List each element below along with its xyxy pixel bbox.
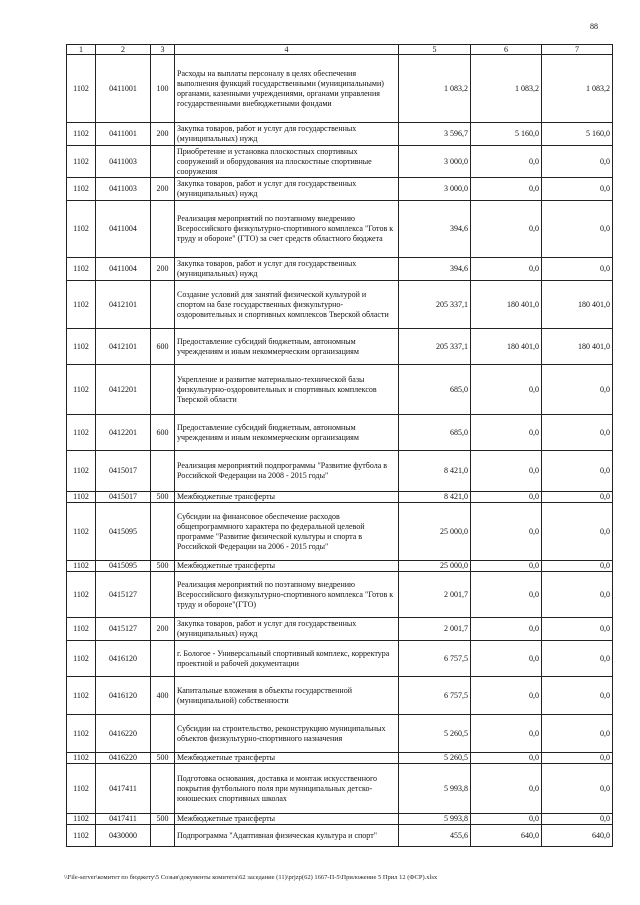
amount-col5-cell: 2 001,7 xyxy=(399,618,471,641)
header-cell: 7 xyxy=(542,45,613,55)
amount-col6-cell: 0,0 xyxy=(471,764,542,814)
item-name-cell: Межбюджетные трансферты xyxy=(175,561,399,572)
table-row xyxy=(67,329,613,365)
amount-col6-cell: 0,0 xyxy=(471,258,542,281)
table-row xyxy=(67,753,613,764)
article-code-cell: 0411003 xyxy=(96,146,151,178)
table-row xyxy=(67,178,613,201)
amount-col5-cell: 6 757,5 xyxy=(399,641,471,677)
article-code-cell: 0415095 xyxy=(96,503,151,561)
amount-col5-cell: 5 993,8 xyxy=(399,764,471,814)
article-code-cell: 0411004 xyxy=(96,201,151,258)
item-name-cell: Межбюджетные трансферты xyxy=(175,492,399,503)
amount-col7-cell: 0,0 xyxy=(542,365,613,415)
table-row xyxy=(67,561,613,572)
table-row xyxy=(67,365,613,415)
amount-col6-cell: 0,0 xyxy=(471,715,542,753)
amount-col6-cell: 0,0 xyxy=(471,492,542,503)
section-code-cell: 1102 xyxy=(67,281,96,329)
amount-col5-cell: 685,0 xyxy=(399,415,471,451)
article-code-cell: 0416120 xyxy=(96,641,151,677)
item-name-cell: г. Бологое - Универсальный спортивный комплекс, корректура проектной и рабочей документации xyxy=(175,641,399,677)
amount-col6-cell: 0,0 xyxy=(471,572,542,618)
item-name-cell: Подготовка основания, доставка и монтаж искусственного покрытия футбольного поля при муниципальных детско-юношеских спортивных школах xyxy=(175,764,399,814)
table-row xyxy=(67,641,613,677)
table-row xyxy=(67,492,613,503)
amount-col6-cell: 0,0 xyxy=(471,753,542,764)
item-name-cell: Закупка товаров, работ и услуг для государственных (муниципальных) нужд xyxy=(175,178,399,201)
page-number: 88 xyxy=(590,22,598,31)
section-code-cell: 1102 xyxy=(67,329,96,365)
item-name-cell: Предоставление субсидий бюджетным, автономным учреждениям и иным некоммерческим организациям xyxy=(175,329,399,365)
item-name-cell: Межбюджетные трансферты xyxy=(175,753,399,764)
table-row xyxy=(67,201,613,258)
item-name-cell: Подпрограмма "Адаптивная физическая культура и спорт" xyxy=(175,825,399,847)
article-code-cell: 0411004 xyxy=(96,258,151,281)
amount-col6-cell: 0,0 xyxy=(471,146,542,178)
amount-col7-cell: 0,0 xyxy=(542,146,613,178)
article-code-cell: 0412201 xyxy=(96,365,151,415)
header-row xyxy=(67,45,613,55)
section-code-cell: 1102 xyxy=(67,753,96,764)
amount-col7-cell: 0,0 xyxy=(542,618,613,641)
amount-col5-cell: 1 083,2 xyxy=(399,55,471,123)
expense-type-cell xyxy=(151,281,175,329)
amount-col5-cell: 8 421,0 xyxy=(399,451,471,492)
expense-type-cell xyxy=(151,825,175,847)
section-code-cell: 1102 xyxy=(67,677,96,715)
amount-col6-cell: 5 160,0 xyxy=(471,123,542,146)
item-name-cell: Межбюджетные трансферты xyxy=(175,814,399,825)
header-cell: 6 xyxy=(471,45,542,55)
amount-col6-cell: 180 401,0 xyxy=(471,281,542,329)
expense-type-cell: 200 xyxy=(151,123,175,146)
amount-col7-cell: 0,0 xyxy=(542,492,613,503)
amount-col6-cell: 0,0 xyxy=(471,201,542,258)
expense-type-cell: 500 xyxy=(151,753,175,764)
amount-col7-cell: 180 401,0 xyxy=(542,281,613,329)
amount-col5-cell: 205 337,1 xyxy=(399,329,471,365)
table-row xyxy=(67,764,613,814)
header-cell: 1 xyxy=(67,45,96,55)
amount-col7-cell: 0,0 xyxy=(542,715,613,753)
expense-type-cell: 500 xyxy=(151,492,175,503)
amount-col5-cell: 3 000,0 xyxy=(399,146,471,178)
amount-col5-cell: 685,0 xyxy=(399,365,471,415)
amount-col6-cell: 0,0 xyxy=(471,178,542,201)
section-code-cell: 1102 xyxy=(67,201,96,258)
amount-col7-cell: 0,0 xyxy=(542,201,613,258)
amount-col5-cell: 455,6 xyxy=(399,825,471,847)
amount-col6-cell: 1 083,2 xyxy=(471,55,542,123)
section-code-cell: 1102 xyxy=(67,123,96,146)
expense-type-cell: 600 xyxy=(151,415,175,451)
article-code-cell: 0411001 xyxy=(96,55,151,123)
section-code-cell: 1102 xyxy=(67,178,96,201)
table-row xyxy=(67,146,613,178)
amount-col6-cell: 180 401,0 xyxy=(471,329,542,365)
item-name-cell: Расходы на выплаты персоналу в целях обеспечения выполнения функций государственными (муниципальными) органами, казенными учреждениями, органами управления государственными внебюджетными фондами xyxy=(175,55,399,123)
article-code-cell: 0415017 xyxy=(96,492,151,503)
table-row xyxy=(67,258,613,281)
section-code-cell: 1102 xyxy=(67,146,96,178)
expense-type-cell: 500 xyxy=(151,561,175,572)
amount-col7-cell: 0,0 xyxy=(542,258,613,281)
item-name-cell: Реализация мероприятий по поэтапному внедрению Всероссийского физкультурно-спортивного комплекса "Готов к труду и обороне" (ГТО) за счет средств областного бюджета xyxy=(175,201,399,258)
section-code-cell: 1102 xyxy=(67,258,96,281)
item-name-cell: Создание условий для занятий физической культурой и спортом на базе государственных физкультурно-оздоровительных и спортивных комплексов Тверской области xyxy=(175,281,399,329)
amount-col5-cell: 5 260,5 xyxy=(399,715,471,753)
item-name-cell: Закупка товаров, работ и услуг для государственных (муниципальных) нужд xyxy=(175,618,399,641)
table-row xyxy=(67,825,613,847)
amount-col5-cell: 3 596,7 xyxy=(399,123,471,146)
expense-type-cell xyxy=(151,201,175,258)
section-code-cell: 1102 xyxy=(67,492,96,503)
amount-col6-cell: 0,0 xyxy=(471,503,542,561)
expense-type-cell xyxy=(151,365,175,415)
item-name-cell: Субсидии на строительство, реконструкцию муниципальных объектов физкультурно-спортивного назначения xyxy=(175,715,399,753)
amount-col7-cell: 0,0 xyxy=(542,415,613,451)
amount-col6-cell: 0,0 xyxy=(471,561,542,572)
article-code-cell: 0416220 xyxy=(96,715,151,753)
item-name-cell: Закупка товаров, работ и услуг для государственных (муниципальных) нужд xyxy=(175,123,399,146)
expense-type-cell: 200 xyxy=(151,258,175,281)
section-code-cell: 1102 xyxy=(67,55,96,123)
amount-col6-cell: 640,0 xyxy=(471,825,542,847)
table-row xyxy=(67,572,613,618)
expense-type-cell xyxy=(151,146,175,178)
expense-type-cell: 200 xyxy=(151,178,175,201)
section-code-cell: 1102 xyxy=(67,415,96,451)
expense-type-cell xyxy=(151,572,175,618)
article-code-cell: 0415017 xyxy=(96,451,151,492)
expense-type-cell xyxy=(151,715,175,753)
amount-col5-cell: 3 000,0 xyxy=(399,178,471,201)
table-row xyxy=(67,123,613,146)
table-row xyxy=(67,715,613,753)
amount-col7-cell: 180 401,0 xyxy=(542,329,613,365)
article-code-cell: 0415127 xyxy=(96,572,151,618)
table-row xyxy=(67,618,613,641)
table-row xyxy=(67,451,613,492)
amount-col7-cell: 0,0 xyxy=(542,677,613,715)
section-code-cell: 1102 xyxy=(67,764,96,814)
expense-type-cell: 100 xyxy=(151,55,175,123)
amount-col7-cell: 0,0 xyxy=(542,572,613,618)
item-name-cell: Приобретение и установка плоскостных спортивных сооружений и оборудования на плоскостные спортивные сооружения xyxy=(175,146,399,178)
article-code-cell: 0412101 xyxy=(96,329,151,365)
header-cell: 4 xyxy=(175,45,399,55)
expense-type-cell: 200 xyxy=(151,618,175,641)
amount-col7-cell: 0,0 xyxy=(542,561,613,572)
amount-col5-cell: 25 000,0 xyxy=(399,561,471,572)
article-code-cell: 0415095 xyxy=(96,561,151,572)
section-code-cell: 1102 xyxy=(67,365,96,415)
amount-col7-cell: 5 160,0 xyxy=(542,123,613,146)
expense-type-cell xyxy=(151,503,175,561)
expense-type-cell: 500 xyxy=(151,814,175,825)
amount-col5-cell: 6 757,5 xyxy=(399,677,471,715)
amount-col6-cell: 0,0 xyxy=(471,365,542,415)
amount-col6-cell: 0,0 xyxy=(471,641,542,677)
item-name-cell: Укрепление и развитие материально-технической базы физкультурно-оздоровительных и спортивных комплексов Тверской области xyxy=(175,365,399,415)
article-code-cell: 0412101 xyxy=(96,281,151,329)
section-code-cell: 1102 xyxy=(67,814,96,825)
table-row xyxy=(67,55,613,123)
amount-col7-cell: 0,0 xyxy=(542,641,613,677)
amount-col5-cell: 8 421,0 xyxy=(399,492,471,503)
amount-col5-cell: 25 000,0 xyxy=(399,503,471,561)
item-name-cell: Реализация мероприятий подпрограммы "Развитие футбола в Российской Федерации на 2008 - 2015 годы" xyxy=(175,451,399,492)
article-code-cell: 0416220 xyxy=(96,753,151,764)
amount-col5-cell: 394,6 xyxy=(399,258,471,281)
amount-col7-cell: 1 083,2 xyxy=(542,55,613,123)
amount-col5-cell: 5 260,5 xyxy=(399,753,471,764)
amount-col7-cell: 0,0 xyxy=(542,814,613,825)
table-row xyxy=(67,814,613,825)
amount-col5-cell: 394,6 xyxy=(399,201,471,258)
header-cell: 3 xyxy=(151,45,175,55)
item-name-cell: Субсидии на финансовое обеспечение расходов общепрограммного характера по федеральной целевой программе "Развитие физической культуры и спорта в Российской Федерации на 2006 - 2015 годы" xyxy=(175,503,399,561)
item-name-cell: Капитальные вложения в объекты государственной (муниципальной) собственности xyxy=(175,677,399,715)
article-code-cell: 0417411 xyxy=(96,814,151,825)
section-code-cell: 1102 xyxy=(67,503,96,561)
budget-table xyxy=(66,44,613,847)
amount-col7-cell: 0,0 xyxy=(542,451,613,492)
amount-col6-cell: 0,0 xyxy=(471,415,542,451)
article-code-cell: 0411003 xyxy=(96,178,151,201)
article-code-cell: 0416120 xyxy=(96,677,151,715)
header-cell: 5 xyxy=(399,45,471,55)
table-row xyxy=(67,415,613,451)
section-code-cell: 1102 xyxy=(67,618,96,641)
article-code-cell: 0412201 xyxy=(96,415,151,451)
expense-type-cell xyxy=(151,764,175,814)
amount-col6-cell: 0,0 xyxy=(471,451,542,492)
article-code-cell: 0411001 xyxy=(96,123,151,146)
amount-col6-cell: 0,0 xyxy=(471,677,542,715)
amount-col7-cell: 0,0 xyxy=(542,753,613,764)
section-code-cell: 1102 xyxy=(67,572,96,618)
table-row xyxy=(67,503,613,561)
header-cell: 2 xyxy=(96,45,151,55)
item-name-cell: Реализация мероприятий по поэтапному внедрению Всероссийского физкультурно-спортивного комплекса "Готов к труду и обороне"(ГТО) xyxy=(175,572,399,618)
item-name-cell: Предоставление субсидий бюджетным, автономным учреждениям и иным некоммерческим организациям xyxy=(175,415,399,451)
amount-col7-cell: 0,0 xyxy=(542,503,613,561)
section-code-cell: 1102 xyxy=(67,641,96,677)
table-row xyxy=(67,677,613,715)
section-code-cell: 1102 xyxy=(67,561,96,572)
amount-col5-cell: 205 337,1 xyxy=(399,281,471,329)
article-code-cell: 0415127 xyxy=(96,618,151,641)
amount-col5-cell: 2 001,7 xyxy=(399,572,471,618)
section-code-cell: 1102 xyxy=(67,825,96,847)
amount-col7-cell: 640,0 xyxy=(542,825,613,847)
amount-col6-cell: 0,0 xyxy=(471,814,542,825)
amount-col7-cell: 0,0 xyxy=(542,178,613,201)
section-code-cell: 1102 xyxy=(67,451,96,492)
section-code-cell: 1102 xyxy=(67,715,96,753)
amount-col6-cell: 0,0 xyxy=(471,618,542,641)
expense-type-cell xyxy=(151,451,175,492)
file-path-footer: \\File-server\комитет по бюджету\5 Созыв\документы комитета\62 заседание (11)\prjzp(62) 1667-П-5\Приложение 5 Прил 12 (ФСР).xlsx xyxy=(64,874,438,881)
amount-col7-cell: 0,0 xyxy=(542,764,613,814)
amount-col5-cell: 5 993,8 xyxy=(399,814,471,825)
article-code-cell: 0417411 xyxy=(96,764,151,814)
article-code-cell: 0430000 xyxy=(96,825,151,847)
table-row xyxy=(67,281,613,329)
expense-type-cell: 600 xyxy=(151,329,175,365)
item-name-cell: Закупка товаров, работ и услуг для государственных (муниципальных) нужд xyxy=(175,258,399,281)
expense-type-cell xyxy=(151,641,175,677)
expense-type-cell: 400 xyxy=(151,677,175,715)
